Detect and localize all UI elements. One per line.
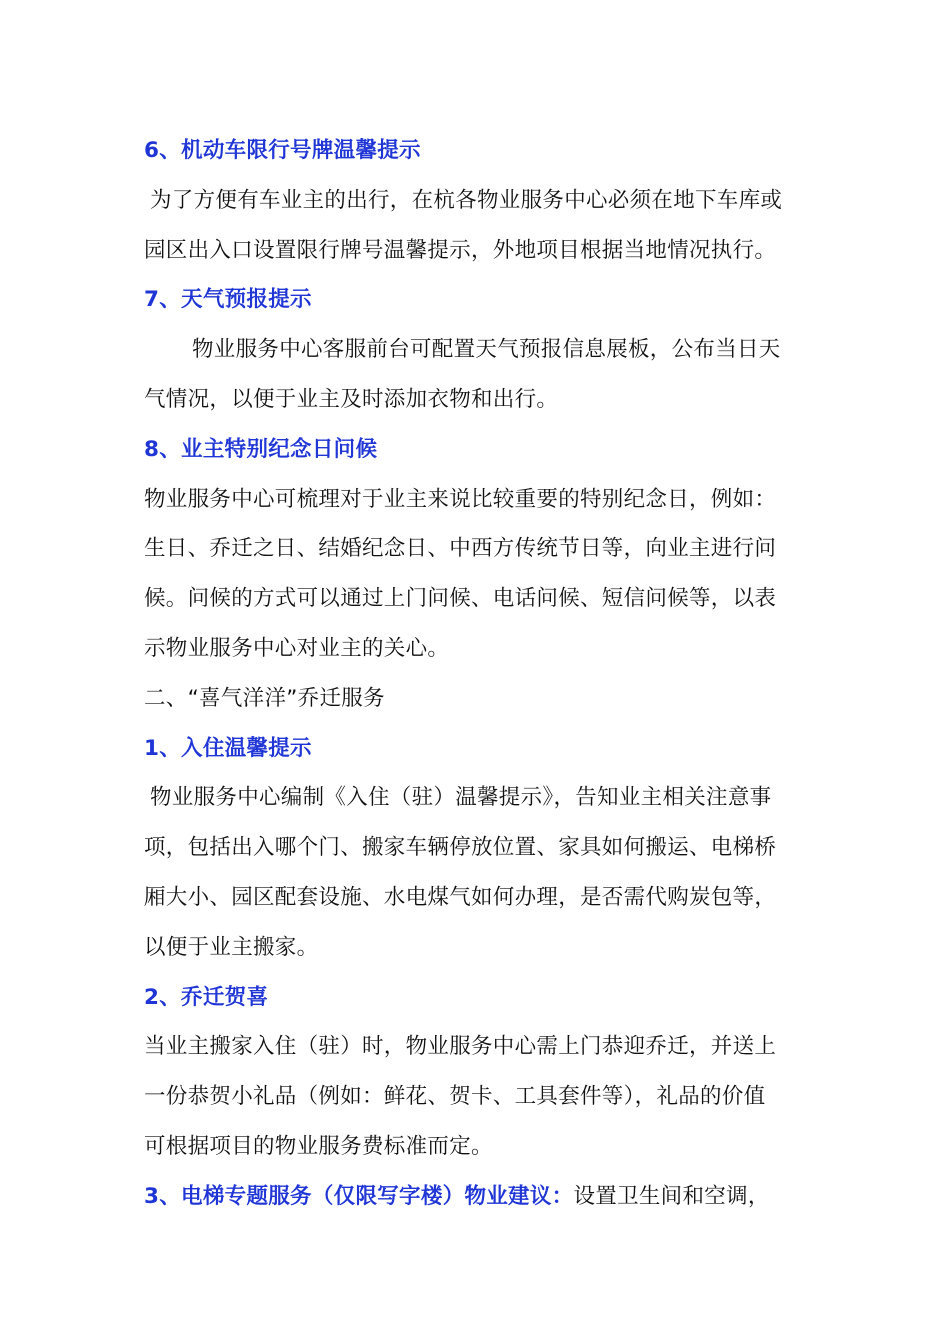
- section-title-moving-service: 二、“喜气洋洋”乔迁服务: [144, 685, 385, 711]
- paragraph-line: 厢大小、园区配套设施、水电煤气如何办理，是否需代购炭包等，: [144, 884, 777, 910]
- heading-vehicle-restriction: 6、机动车限行号牌温馨提示: [144, 138, 421, 163]
- paragraph-line: 物业服务中心可梳理对于业主来说比较重要的特别纪念日，例如：: [144, 486, 777, 512]
- document-page: [144, 126, 810, 1222]
- heading-anniversary-greetings: 8、业主特别纪念日问候: [144, 436, 378, 462]
- paragraph-line: 物业服务中心编制《入住（驻）温馨提示》，告知业主相关注意事: [150, 785, 772, 811]
- paragraph-text: 设置卫生间和空调，: [573, 1183, 770, 1209]
- heading-moving-congratulations: 2、乔迁贺喜: [144, 984, 269, 1010]
- heading-elevator-service-line: [144, 1172, 810, 1222]
- paragraph-line: 可根据项目的物业服务费标准而定。: [144, 1133, 493, 1159]
- paragraph-line: 一份恭贺小礼品（例如：鲜花、贺卡、工具套件等），礼品的价值: [144, 1084, 766, 1110]
- paragraph-line: 以便于业主搬家。: [144, 934, 319, 960]
- paragraph-line: 园区出入口设置限行牌号温馨提示，外地项目根据当地情况执行。: [144, 237, 777, 263]
- paragraph-line: 物业服务中心客服前台可配置天气预报信息展板，公布当日天: [192, 337, 781, 363]
- heading-move-in-tips: 1、入住温馨提示: [144, 735, 312, 761]
- paragraph-line: 当业主搬家入住（驻）时，物业服务中心需上门恭迎乔迁，并送上: [144, 1034, 777, 1060]
- heading-elevator-service: 3、电梯专题服务（仅限写字楼）物业建议：: [144, 1183, 574, 1209]
- paragraph-line: 气情况，以便于业主及时添加衣物和出行。: [144, 386, 559, 412]
- heading-weather-forecast: 7、天气预报提示: [144, 287, 312, 313]
- paragraph-line: 项，包括出入哪个门、搬家车辆停放位置、家具如何搬运、电梯桥: [144, 835, 777, 861]
- paragraph-line: 为了方便有车业主的出行，在杭各物业服务中心必须在地下车库或: [150, 187, 783, 213]
- paragraph-line: 生日、乔迁之日、结婚纪念日、中西方传统节日等，向业主进行问: [144, 536, 777, 562]
- paragraph-line: 示物业服务中心对业主的关心。: [144, 635, 450, 661]
- paragraph-line: 候。问候的方式可以通过上门问候、电话问候、短信问候等，以表: [144, 586, 777, 612]
